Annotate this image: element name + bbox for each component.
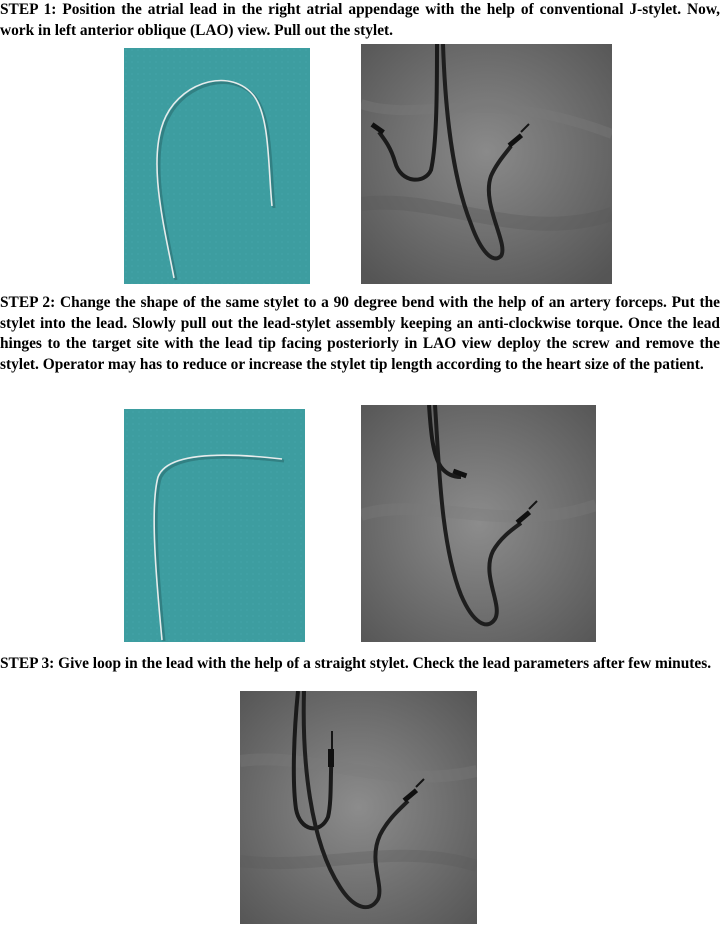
step-1-text xyxy=(0,0,720,41)
step-1-body: Position the atrial lead in the right atrial appendage with the help of conventional J-stylet. Now, work in left anterior oblique (LAO) view. Pull out the stylet. xyxy=(0,1,720,39)
step-1-fluoroscopy-image xyxy=(361,44,612,284)
step-2-stylet-photo xyxy=(124,409,305,642)
step-2-text xyxy=(0,293,720,375)
step-3-fluoroscopy-image xyxy=(240,691,477,924)
step-2-fluoroscopy-image xyxy=(361,405,596,642)
step-1-label: STEP 1: xyxy=(0,1,57,18)
step-1-stylet-photo xyxy=(124,48,310,284)
step-2-body: Change the shape of the same stylet to a 90 degree bend with the help of an artery forceps. Put the stylet into the lead. Slowly pull out the lead-stylet assembly keeping an anti-clockwise torque. Once the lead hinges to the target site with the lead tip facing posteriorly in LAO view deploy the screw and remove the stylet. Operator may has to reduce or increase the stylet tip length according to the heart size of the patient. xyxy=(0,294,720,373)
step-3-label: STEP 3: xyxy=(0,655,55,672)
step-2-label: STEP 2: xyxy=(0,294,56,311)
step-3-text xyxy=(0,654,720,675)
step-3-body: Give loop in the lead with the help of a straight stylet. Check the lead parameters after few minutes. xyxy=(58,655,712,672)
